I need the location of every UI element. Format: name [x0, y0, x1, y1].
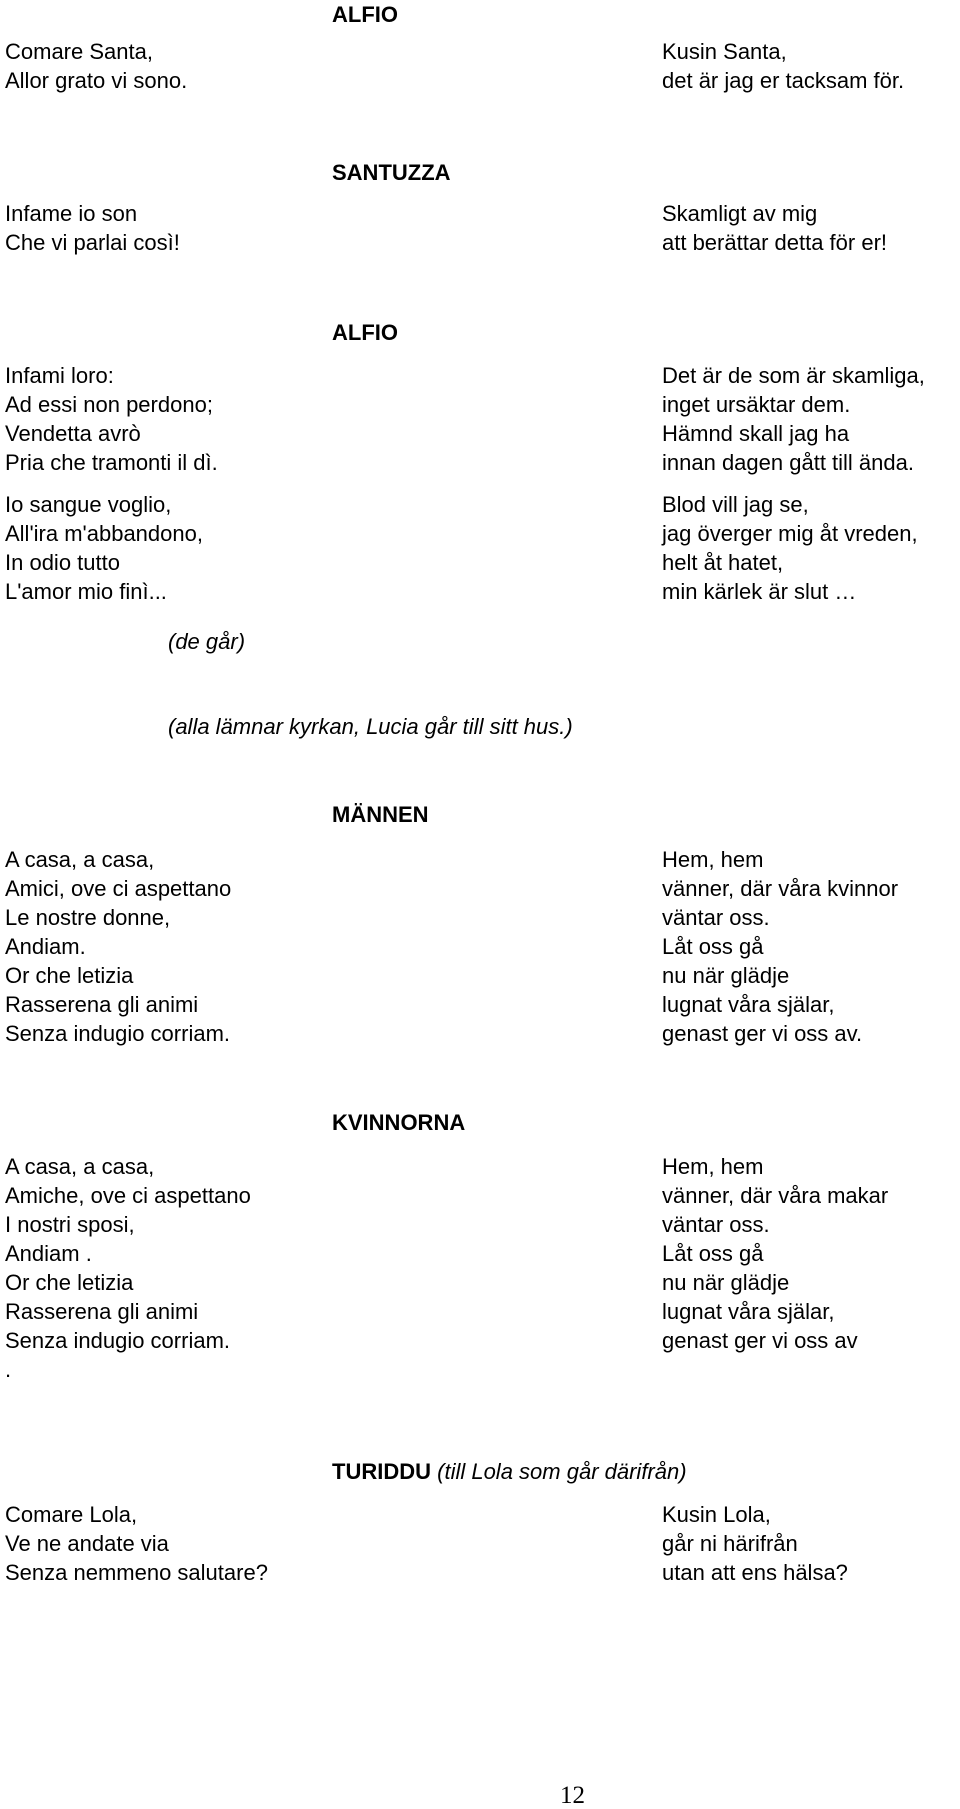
swedish-text: Hem, hem vänner, där våra makar väntar oss. Låt oss gå nu när glädje lugnat våra själar, genast ger vi oss av — [662, 1154, 889, 1353]
speaker-name: MÄNNEN — [332, 802, 429, 827]
speaker-heading-mannen — [332, 800, 429, 829]
speaker-heading-kvinnorna — [332, 1108, 465, 1137]
speaker-name: ALFIO — [332, 2, 398, 27]
speaker-heading-alfio-2 — [332, 318, 398, 347]
italian-text: Infami loro: Ad essi non perdono; Vendetta avrò Pria che tramonti il dì. — [5, 363, 218, 475]
speaker-name: KVINNORNA — [332, 1110, 466, 1135]
page-number: 12 — [560, 1782, 585, 1809]
speaker-name: ALFIO — [332, 320, 398, 345]
speaker-heading-turiddu — [332, 1457, 687, 1486]
stage-direction: (alla lämnar kyrkan, Lucia går till sitt hus.) — [168, 714, 573, 739]
speaker-heading-alfio-1 — [332, 0, 398, 29]
italian-text: Comare Lola, Ve ne andate via Senza nemmeno salutare? — [5, 1502, 268, 1585]
swedish-text: Skamligt av mig att berättar detta för er! — [662, 201, 888, 255]
italian-text: Io sangue voglio, All'ira m'abbandono, In odio tutto L'amor mio finì... — [5, 492, 203, 604]
speaker-heading-santuzza — [332, 158, 451, 187]
italian-text: Comare Santa, Allor grato vi sono. — [5, 39, 188, 93]
italian-text: A casa, a casa, Amici, ove ci aspettano Le nostre donne, Andiam. Or che letizia Rasserena gli animi Senza indugio corriam. — [5, 847, 232, 1046]
swedish-text: Blod vill jag se, jag överger mig åt vreden, helt åt hatet, min kärlek är slut … — [662, 492, 918, 604]
italian-text: Infame io son Che vi parlai così! — [5, 201, 180, 255]
swedish-text: Hem, hem vänner, där våra kvinnor väntar oss. Låt oss gå nu när glädje lugnat våra själar, genast ger vi oss av. — [662, 847, 899, 1046]
stage-direction: (de går) — [168, 629, 246, 654]
swedish-text: Kusin Santa, det är jag er tacksam för. — [662, 39, 905, 93]
speaker-name: TURIDDU — [332, 1459, 431, 1484]
italian-text: A casa, a casa, Amiche, ove ci aspettano I nostri sposi, Andiam . Or che letizia Rasserena gli animi Senza indugio corriam. . — [5, 1154, 251, 1382]
stage-direction: (till Lola som går därifrån) — [437, 1459, 687, 1484]
speaker-name: SANTUZZA — [332, 160, 451, 185]
swedish-text: Det är de som är skamliga, inget ursäktar dem. Hämnd skall jag ha innan dagen gått till ända. — [662, 363, 925, 475]
swedish-text: Kusin Lola, går ni härifrån utan att ens hälsa? — [662, 1502, 848, 1585]
